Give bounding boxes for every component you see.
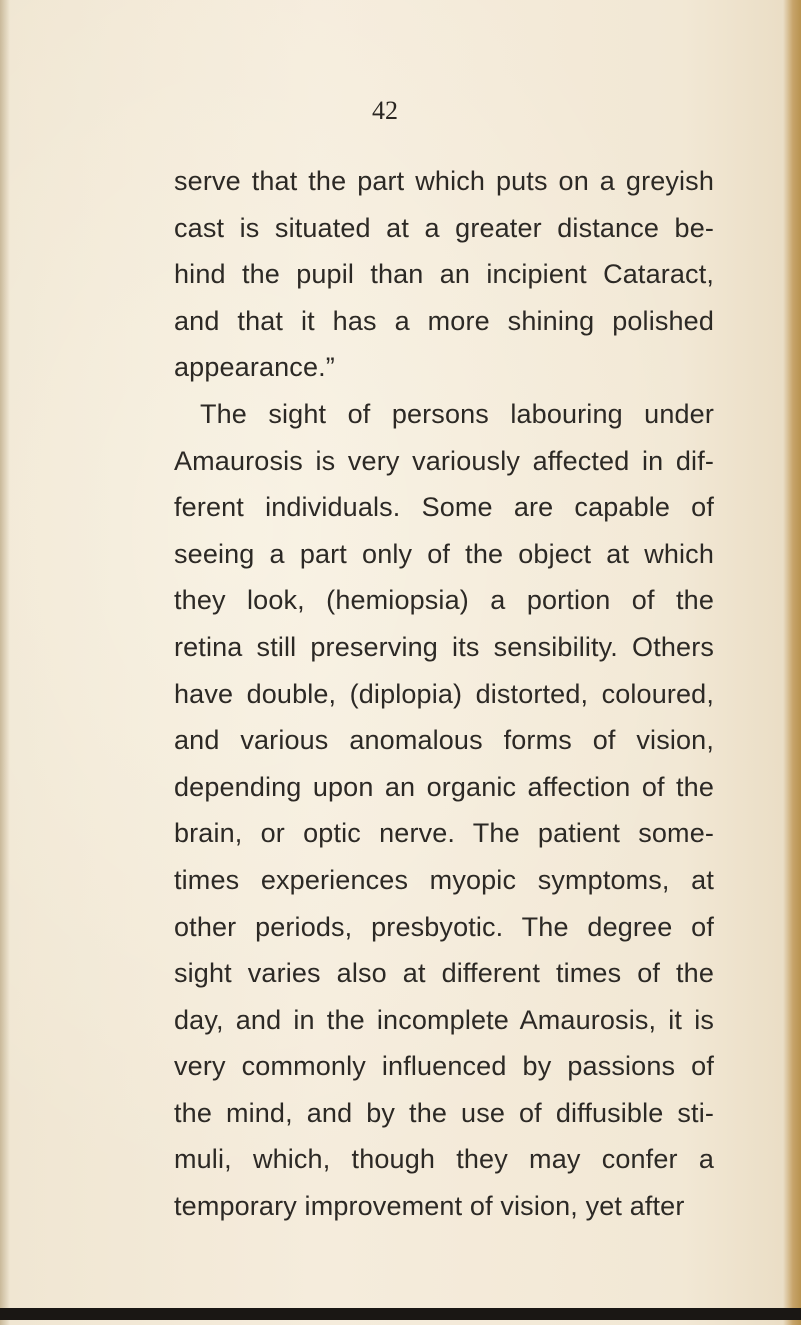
bottom-border-rule (0, 1308, 801, 1320)
text-line: times experiences myopic symptoms, at (174, 864, 714, 895)
text-line: The sight of persons labouring under (200, 398, 714, 429)
body-text (174, 158, 714, 1230)
text-line: very commonly influenced by passions of (174, 1051, 714, 1082)
text-line: the mind, and by the use of diffusible sti- (174, 1097, 714, 1128)
text-line: appearance.” (174, 352, 335, 383)
text-line: hind the pupil than an incipient Cataract, (174, 259, 714, 290)
text-line: they look, (hemiopsia) a portion of the (174, 585, 714, 616)
page-left-edge-shadow (0, 0, 10, 1325)
text-line: depending upon an organic affection of the (174, 771, 714, 802)
page-number: 42 (372, 96, 398, 125)
text-line: day, and in the incomplete Amaurosis, it is (174, 1004, 714, 1035)
text-line: muli, which, though they may confer a (174, 1144, 714, 1175)
text-line: sight varies also at different times of the (174, 958, 714, 989)
page-right-edge-gilt (783, 0, 801, 1325)
text-line: temporary improvement of vision, yet after (174, 1191, 685, 1222)
text-line: and that it has a more shining polished (174, 305, 714, 336)
text-line: have double, (diplopia) distorted, coloured, (174, 678, 714, 709)
text-line: serve that the part which puts on a greyish (174, 166, 714, 196)
text-line: retina still preserving its sensibility. Others (174, 631, 714, 662)
text-line: cast is situated at a greater distance be- (174, 212, 714, 243)
text-line: Amaurosis is very variously affected in dif- (174, 445, 714, 476)
text-line: ferent individuals. Some are capable of (174, 492, 714, 523)
text-line: seeing a part only of the object at which (174, 538, 714, 569)
text-line: and various anomalous forms of vision, (174, 725, 714, 756)
text-line: brain, or optic nerve. The patient some- (174, 818, 714, 849)
text-line: other periods, presbyotic. The degree of (174, 911, 714, 942)
